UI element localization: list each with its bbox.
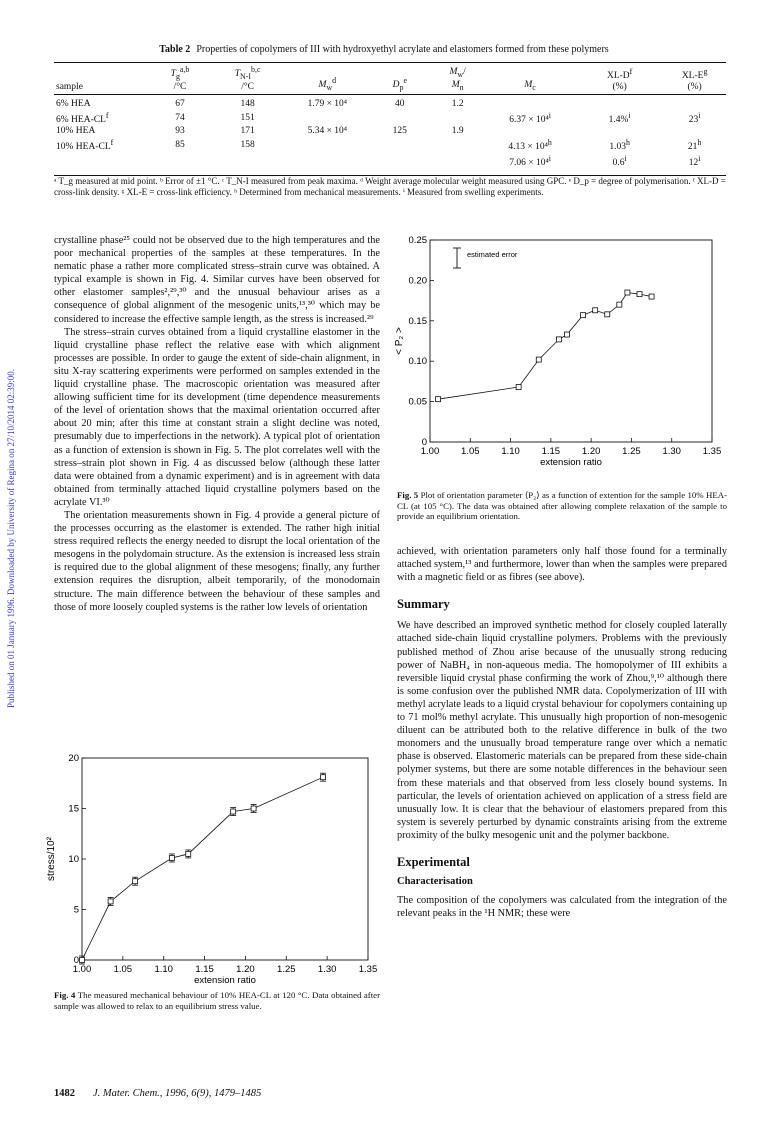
y-tick-label: 15: [68, 803, 79, 815]
table-row: 10% HEA-$CL^f$ 85 158 4.13 × 10⁴$^h$ 1.03$^h$ 21$^h$: [56, 138, 702, 153]
table-footnotes: ᵃ T_g measured at mid point. ᵇ Error of ±1 °C. ᶜ T_N-I measured from peak maxima. ᵈ Weight average molecular weight measured using GPC. ᵉ D_p = degree of polymerisation. ᶠ XL-D = cross-link density. ᵍ XL-E = cross-link efficiency. ʰ Determined from mechanical measurements. ⁱ Measured from swelling experiments.: [54, 176, 726, 197]
y-tick-label: 0.10: [408, 356, 427, 368]
x-tick-label: 1.00: [420, 446, 440, 457]
x-axis-label: extension ratio: [540, 457, 602, 468]
data-point: [80, 958, 85, 963]
data-point: [637, 292, 642, 297]
data-point: [108, 899, 113, 904]
x-tick-label: 1.15: [541, 446, 561, 457]
plot-frame: [82, 758, 368, 960]
download-watermark: Published on 01 January 1996. Downloaded by University of Regina on 27/10/2014 02:39:00.: [6, 369, 16, 708]
header-mc: $M_c$: [484, 63, 576, 95]
error-annotation: estimated error: [467, 250, 518, 259]
paragraph: achieved, with orientation parameters only half those found for a terminally attached system,¹³ and furthermore, lower than when the samples were prepared with a magnetic field or as fibres (see above).: [397, 546, 727, 584]
y-tick-label: 10: [68, 854, 79, 865]
y-tick-label: 0.05: [408, 396, 427, 408]
x-axis-label: extension ratio: [194, 975, 256, 986]
right-column-text: [397, 545, 727, 920]
data-point: [617, 302, 622, 307]
plot-frame: [430, 240, 712, 442]
y-axis-label: < P₂ >: [394, 327, 405, 355]
fig5-caption: Fig. 5 Plot of orientation parameter ⟨P₂⟩ as a function of extention for the sample 10% HEA-CL (at 105 °C). The data was obtained after allowing complete relaxation of the sample to provide an equilibrium orientation.: [397, 490, 727, 521]
y-tick-label: 20: [68, 753, 79, 764]
paragraph: The composition of the copolymers was calculated from the integration of the relevant peaks in the ¹H NMR; these were: [397, 895, 727, 920]
x-tick-label: 1.00: [72, 964, 92, 975]
y-tick-label: 0.20: [408, 275, 427, 287]
header-mw: $M_w^d$: [286, 63, 368, 95]
fig4-chart: [46, 752, 384, 986]
data-point: [556, 337, 561, 342]
journal-citation: J. Mater. Chem., 1996, 6(9), 1479–1485: [93, 1088, 262, 1099]
table-row: 7.06 × 10⁴$^i$ 0.6$^i$ 12$^i$: [54, 153, 726, 175]
experimental-heading: Experimental: [397, 854, 470, 869]
page-number: 1482: [54, 1088, 75, 1099]
x-tick-label: 1.05: [461, 446, 480, 457]
left-column-text: [54, 234, 380, 614]
header-sample: sample: [54, 63, 151, 95]
paragraph: crystalline phase²⁵ could not be observed due to the high temperatures and the poor mechanical properties of the samples at these temperatures. In the nematic phase a rather more complicated stress–strain curve was obtained. A typical example is shown in Fig. 4. Similar curves have been observed for other elastomer samples²,²⁹,³⁰ and the unusual behaviour arises as a consequence of global alignment of the mesogenic units,¹³,³⁰ which may be considered to increase the effective sample length, as the stress is increased.²⁹: [54, 235, 380, 325]
y-axis-label: stress/10²: [46, 837, 57, 881]
x-tick-label: 1.30: [317, 964, 337, 975]
header-tg: $T_g^{a,b}$ /°C: [151, 63, 209, 95]
data-point: [625, 290, 630, 295]
x-tick-label: 1.20: [581, 446, 601, 457]
data-point: [186, 851, 191, 856]
header-tni: $T_{N-I}^{b,c}$ /°C: [209, 63, 286, 95]
data-point: [593, 308, 598, 313]
y-tick-label: 0.25: [408, 235, 427, 246]
paragraph: The stress–strain curves obtained from a liquid crystalline elastomer in the liquid crystalline phase reflect the relative ease with which alignment processes are possible. In order to gauge the extent of side-chain alignment, in situ X-ray scattering experiments were performed on samples extended in the liquid crystalline phase. The macroscopic orientation was measured after allowing sufficient time for its development (time dependence measurements of the level of orientation shows that the maximal orientation occurred after about 20 min; after this time at constant strain a slight decline was noted, presumably due to imperfections in the network). A typical plot of orientation as a function of extension is shown in Fig. 5. The plot correlates well with the stress–strain plot shown in Fig. 4 as discussed below (although these latter data were obtained from a dynamic experiment) and is in agreement with data obtained from terminally attached liquid crystalline polymers based on the acrylate VI.³⁰: [54, 326, 380, 508]
series-line: [438, 293, 652, 400]
paragraph: The orientation measurements shown in Fig. 4 provide a general picture of the processes occurring as the elastomer is extended. The rather high initial stress required reflects the energy needed to disrupt the local orientation of the mesogens in the polydomain structure. As the extension is increased less strain is required due to the global alignment of these mesogens; finally, any further extension requires the disruption, albeit temporarily, of the monodomain structure. The main difference between the behaviour of these samples and those of more loosely coupled systems is the rather low levels of orientation: [54, 509, 380, 613]
data-point: [133, 879, 138, 884]
page-footer: [54, 1088, 261, 1099]
y-tick-label: 0: [421, 437, 427, 448]
data-point: [231, 809, 236, 814]
data-point: [536, 357, 541, 362]
data-point: [564, 332, 569, 337]
header-mw-mn: $M_w/$ $M_n$: [431, 63, 484, 95]
x-tick-label: 1.10: [501, 446, 520, 457]
table-row: 6% HEA-$CL^f$ 74 151 6.37 × 10⁴$^i$ 1.4%$^i$ 23$^i$: [56, 111, 701, 126]
data-point: [605, 312, 610, 317]
header-xld: $XL-D^f$ (%): [576, 63, 663, 95]
y-tick-label: 0: [73, 955, 79, 966]
x-tick-label: 1.30: [662, 446, 681, 457]
y-tick-label: 0.15: [408, 315, 427, 327]
fig4-caption: Fig. 4 The measured mechanical behaviour of 10% HEA-CL at 120 °C. Data obtained after sample was allowed to relax to an equilibrium stress value.: [54, 990, 381, 1011]
data-point: [516, 385, 521, 390]
data-point: [321, 775, 326, 780]
series-line: [82, 777, 323, 960]
table-row: 10% HEA 93 171 5.34 × 10⁴ 125 1.9: [56, 126, 464, 137]
x-tick-label: 1.15: [195, 964, 214, 975]
header-xle: $XL-E^g$ (%): [663, 63, 726, 95]
x-tick-label: 1.35: [358, 964, 378, 975]
data-point: [581, 313, 586, 318]
fig5-chart: [394, 232, 726, 482]
data-point: [251, 806, 256, 811]
data-point: [436, 397, 441, 402]
characterisation-heading: Characterisation: [397, 876, 473, 888]
x-tick-label: 1.10: [154, 964, 173, 975]
x-tick-label: 1.20: [236, 964, 255, 975]
data-point: [169, 855, 174, 860]
x-tick-label: 1.35: [702, 446, 722, 457]
properties-table: [54, 62, 726, 176]
table-row: 6% HEA 67 148 1.79 × 10⁴ 40 1.2: [56, 99, 464, 110]
data-point: [649, 294, 654, 299]
x-tick-label: 1.25: [277, 964, 296, 975]
summary-heading: Summary: [397, 597, 450, 612]
table-title: Table 2 Properties of copolymers of III with hydroxyethyl acrylate and elastomers formed from these polymers: [159, 44, 609, 55]
header-dp: $D_p^e$: [368, 63, 431, 95]
y-tick-label: 5: [73, 904, 79, 916]
paragraph: We have described an improved synthetic method for closely coupled laterally attached side-chain liquid crystalline polymers. Problems with the previously published method of Zhou arise because of the unusually strong reducing power of NaBH₄ in non-aqueous media. The homopolymer of III exhibits a reversible liquid crystal phase confirming the work of Zhou,⁹,¹⁰ although there is some confusion over the published NMR data. Copolymerization of III with methyl acrylate leads to a liquid crystal behaviour for copolymers containing up to 71 mol% methyl acrylate. This unusually high proportion of non-mesogenic diluent can be attributed both to the relative difference in bulk of the two monomers and the unusually broad temperature range over which a nematic phase is observed. Elastomeric materials can be prepared from these side-chain polymer systems, but there are some notable differences in the behaviour seen from these materials and that observed from less closely bound systems. In particular, the levels of orientation achieved on application of a stress field are unusually low. It is clear that the behaviour of elastomers prepared from this system is severely perturbed by dynamic constraints arising from the extreme proximity of the bulky mesogenic unit and the polymer backbone.: [397, 620, 727, 841]
x-tick-label: 1.25: [622, 446, 641, 457]
x-tick-label: 1.05: [113, 964, 133, 975]
